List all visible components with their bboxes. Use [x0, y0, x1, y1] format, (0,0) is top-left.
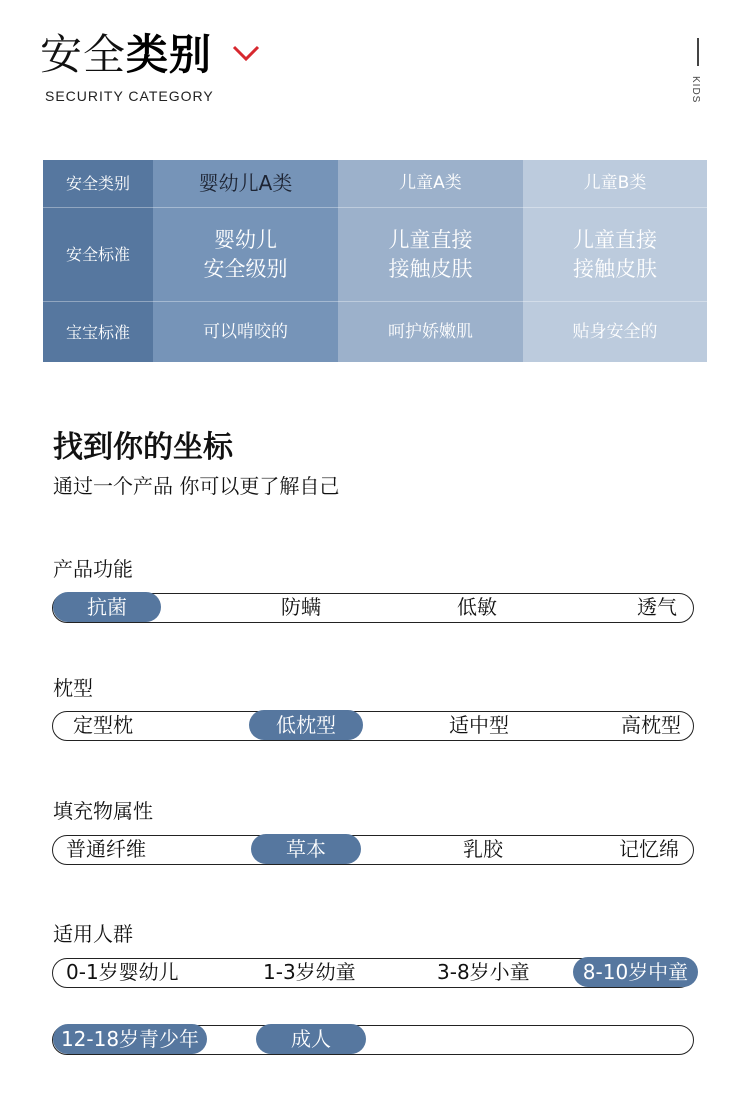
group-label-filling: 填充物属性: [53, 799, 153, 823]
option-shaped-pillow[interactable]: 定型枕: [73, 713, 133, 737]
chevron-down-icon[interactable]: [232, 44, 260, 62]
finder-title: 找到你的坐标: [53, 430, 233, 465]
page-title: [40, 28, 212, 82]
option-adult[interactable]: 成人: [256, 1024, 366, 1054]
table-row-label: 安全标准: [43, 208, 153, 302]
option-breathable[interactable]: 透气: [637, 595, 677, 619]
side-bar-decoration: [697, 38, 699, 66]
table-cell: 可以啃咬的: [153, 302, 338, 362]
option-age-12-18[interactable]: 12-18岁青少年: [53, 1024, 207, 1054]
table-cell: 婴幼儿A类: [153, 160, 338, 208]
table-row-label: 宝宝标准: [43, 302, 153, 362]
option-anti-mite[interactable]: 防螨: [281, 595, 321, 619]
option-fiber[interactable]: 普通纤维: [66, 837, 146, 861]
table-cell: 婴幼儿 安全级别: [153, 208, 338, 302]
table-cell: 呵护娇嫩肌: [338, 302, 523, 362]
option-high-pillow[interactable]: 高枕型: [621, 713, 681, 737]
title-light: 安全: [40, 30, 127, 79]
option-age-0-1[interactable]: 0-1岁婴幼儿: [66, 960, 179, 984]
table-cell: 儿童B类: [523, 160, 707, 208]
table-cell: 儿童直接 接触皮肤: [523, 208, 707, 302]
option-antibacterial[interactable]: 抗菌: [53, 592, 161, 622]
option-track-function: [52, 593, 694, 623]
option-age-1-3[interactable]: 1-3岁幼童: [263, 960, 356, 984]
option-age-8-10[interactable]: 8-10岁中童: [573, 957, 698, 987]
table-cell: 儿童直接 接触皮肤: [338, 208, 523, 302]
option-track-filling: [52, 835, 694, 865]
option-low-allergy[interactable]: 低敏: [457, 595, 497, 619]
table-cell: 儿童A类: [338, 160, 523, 208]
option-track-pillow-type: [52, 711, 694, 741]
group-label-audience: 适用人群: [53, 922, 133, 946]
option-herbal[interactable]: 草本: [251, 834, 361, 864]
side-label: KIDS: [690, 76, 701, 104]
finder-subtitle: 通过一个产品 你可以更了解自己: [53, 474, 340, 498]
page-subtitle: SECURITY CATEGORY: [45, 88, 214, 104]
title-bold: 类别: [126, 30, 213, 79]
option-age-3-8[interactable]: 3-8岁小童: [437, 960, 530, 984]
option-low-pillow[interactable]: 低枕型: [249, 710, 363, 740]
group-label-function: 产品功能: [53, 557, 133, 581]
option-latex[interactable]: 乳胶: [463, 837, 503, 861]
option-memory-foam[interactable]: 记忆绵: [619, 837, 679, 861]
security-table: [43, 160, 707, 362]
table-row-label: 安全类别: [43, 160, 153, 208]
group-label-pillow-type: 枕型: [53, 676, 93, 700]
table-cell: 贴身安全的: [523, 302, 707, 362]
option-medium-pillow[interactable]: 适中型: [449, 713, 509, 737]
option-track-audience-1: [52, 958, 694, 988]
option-track-audience-2: [52, 1025, 694, 1055]
